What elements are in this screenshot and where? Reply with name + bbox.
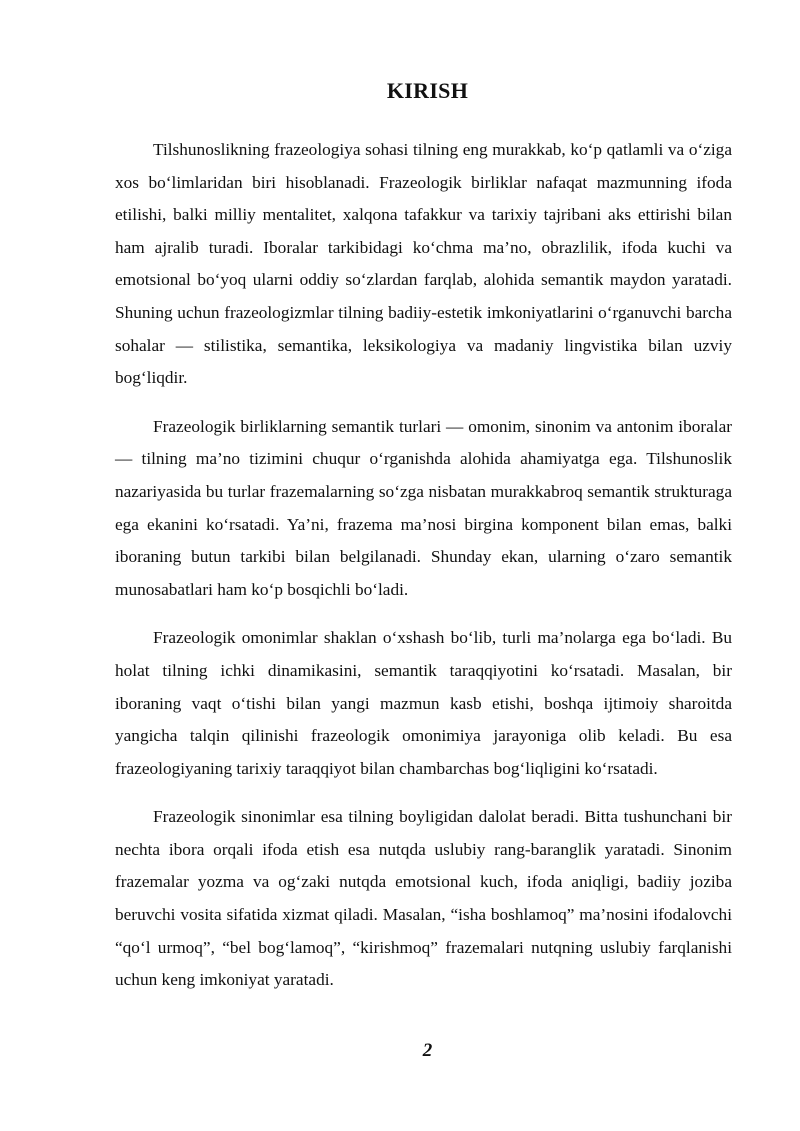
page-number: 2 [422,1040,433,1061]
document-body [115,134,732,1013]
paragraph-3: Frazeologik omonimlar shaklan o‘xshash bo‘lib, turli ma’nolarga ega bo‘ladi. Bu holat tilning ichki dinamikasini, semantik taraqqiyotini ko‘rsatadi. Masalan, bir iboraning vaqt o‘tishi bilan yangi mazmun kasb etishi, boshqa ijtimoiy sharoitda yangicha talqin qilinishi frazeologik omonimiya jarayoniga olib keladi. Bu esa frazeologiyaning tarixiy taraqqiyot bilan chambarchas bog‘liqligini ko‘rsatadi. [115,628,732,778]
paragraph-4: Frazeologik sinonimlar esa tilning boyligidan dalolat beradi. Bitta tushunchani bir nechta ibora orqali ifoda etish esa nutqda uslubiy rang-baranglik yaratadi. Sinonim frazemalar yozma va og‘zaki nutqda emotsional kuch, ifoda aniqligi, badiiy joziba beruvchi vosita sifatida xizmat qiladi. Masalan, “isha boshlamoq” ma’nosini ifodalovchi “qo‘l urmoq”, “bel bog‘lamoq”, “kirishmoq” frazemalari nutqning uslubiy farqlanishi uchun keng imkoniyat yaratadi. [115,807,732,990]
page-title: KIRISH [386,78,469,103]
paragraph-2: Frazeologik birliklarning semantik turlari — omonim, sinonim va antonim iboralar — tilning ma’no tizimini chuqur o‘rganishda alohida ahamiyatga ega. Tilshunoslik nazariyasida bu turlar frazemalarning so‘zga nisbatan murakkabroq semantik strukturaga ega ekanini ko‘rsatadi. Ya’ni, frazema ma’nosi birgina komponent bilan emas, balki iboraning butun tarkibi bilan belgilanadi. Shunday ekan, ularning o‘zaro semantik munosabatlari ham ko‘p bosqichli bo‘ladi. [115,416,732,599]
paragraph-1: Tilshunoslikning frazeologiya sohasi tilning eng murakkab, ko‘p qatlamli va o‘ziga xos bo‘limlaridan biri hisoblanadi. Frazeologik birliklar nafaqat mazmunning ifoda etilishi, balki milliy mentalitet, xalqona tafakkur va tarixiy tajribani aks ettirishi bilan ham ajralib turadi. Iboralar tarkibidagi ko‘chma ma’no, obrazlilik, ifoda kuchi va emotsional bo‘yoq ularni oddiy so‘zlardan farqlab, alohida semantik maydon yaratadi. Shuning uchun frazeologizmlar tilning badiiy-estetik imkoniyatlarini o‘rganuvchi barcha sohalar — stilistika, semantika, leksikologiya va madaniy lingvistika bilan uzviy bog‘liqdir. [115,140,732,388]
